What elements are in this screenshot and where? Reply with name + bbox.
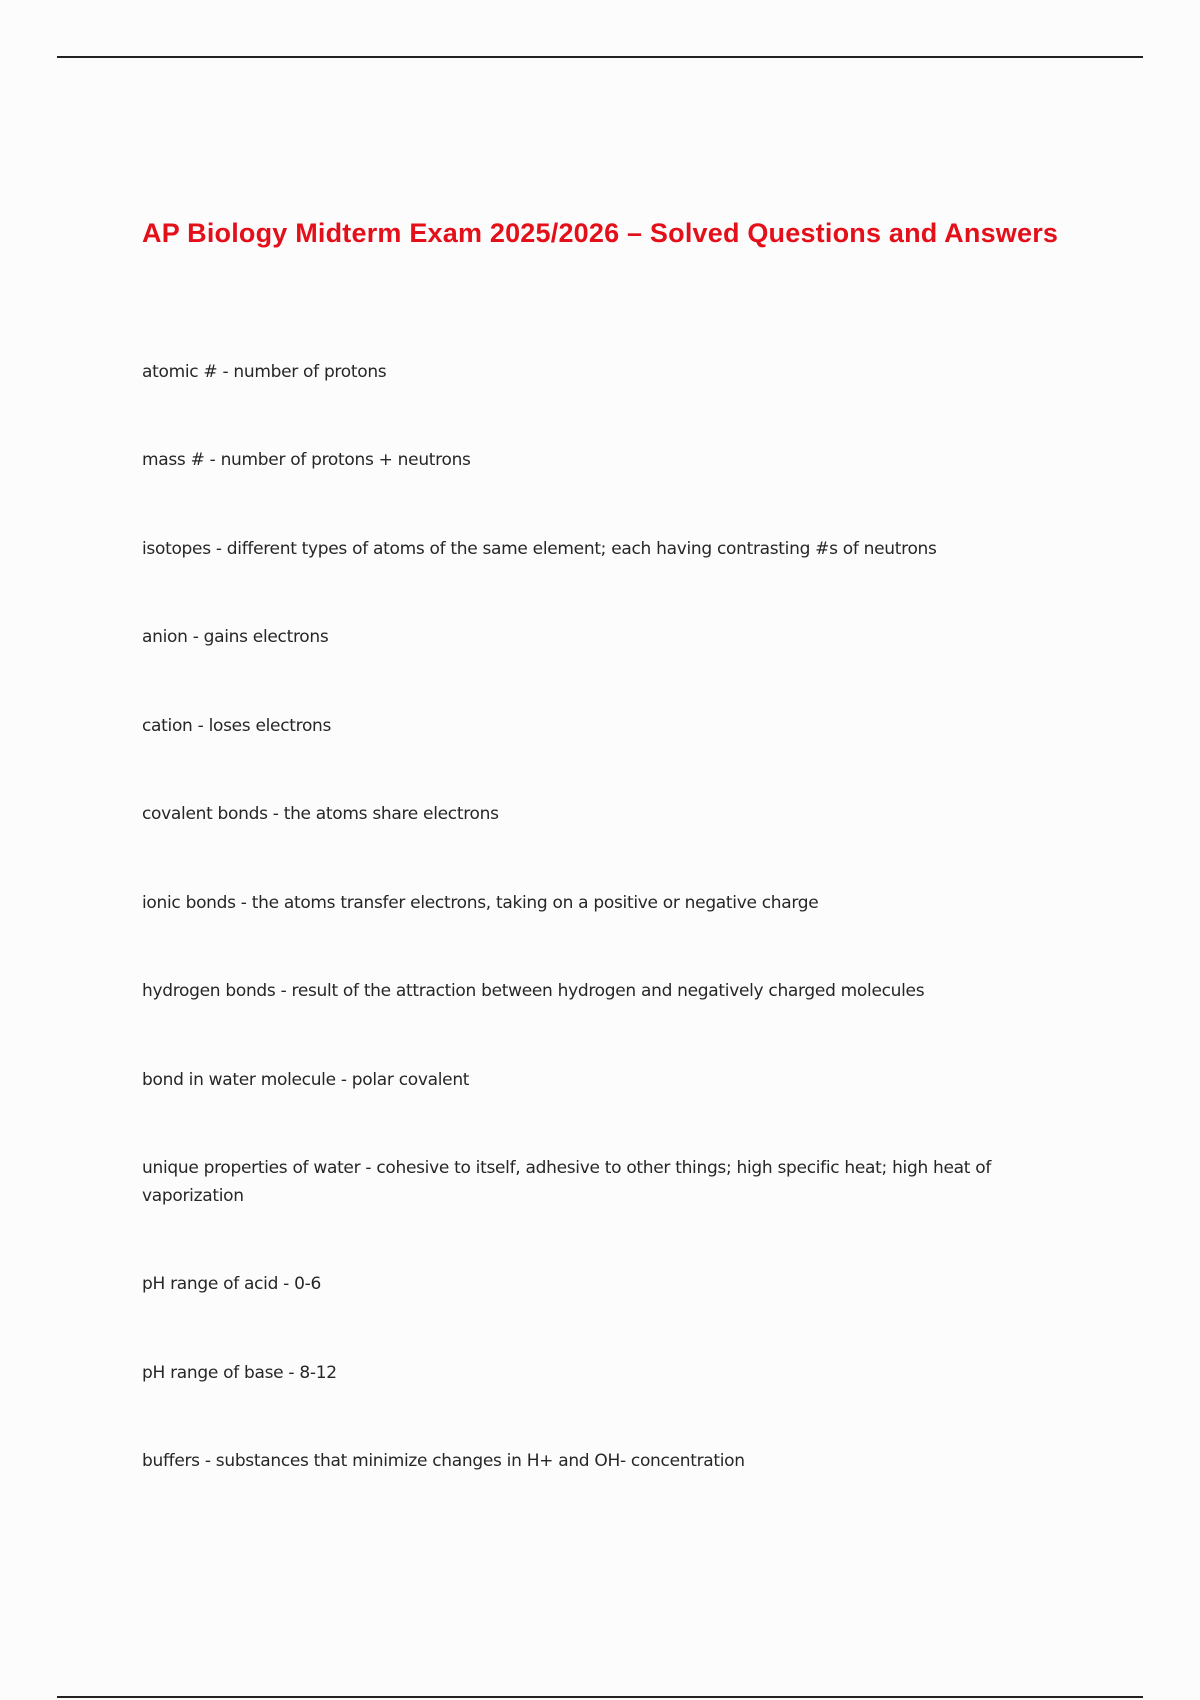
document-title: AP Biology Midterm Exam 2025/2026 – Solved Questions and Answers: [142, 218, 1059, 248]
term-entry-water-bond: bond in water molecule - polar covalent: [142, 1070, 470, 1090]
term-entry-buffers: buffers - substances that minimize changes in H+ and OH- concentration: [142, 1451, 745, 1471]
term-entry-hydrogen-bonds: hydrogen bonds - result of the attraction between hydrogen and negatively charged molecules: [142, 981, 925, 1001]
bottom-rule: [57, 1696, 1143, 1698]
term-entry-water-properties: unique properties of water - cohesive to itself, adhesive to other things; high specific heat; high heat of vaporization: [142, 1158, 992, 1206]
term-entry-cation: cation - loses electrons: [142, 716, 332, 736]
term-entry-mass-number: mass # - number of protons + neutrons: [142, 450, 471, 470]
term-entry-covalent-bonds: covalent bonds - the atoms share electrons: [142, 804, 499, 824]
term-entry-ionic-bonds: ionic bonds - the atoms transfer electrons, taking on a positive or negative charge: [142, 893, 819, 913]
top-rule: [57, 56, 1143, 58]
term-entry-acid-ph: pH range of acid - 0-6: [142, 1274, 321, 1294]
term-entry-isotopes: isotopes - different types of atoms of the same element; each having contrasting #s of neutrons: [142, 539, 937, 559]
term-entry-anion: anion - gains electrons: [142, 627, 329, 647]
term-entry-atomic-number: atomic # - number of protons: [142, 362, 387, 382]
term-entry-base-ph: pH range of base - 8-12: [142, 1363, 337, 1383]
